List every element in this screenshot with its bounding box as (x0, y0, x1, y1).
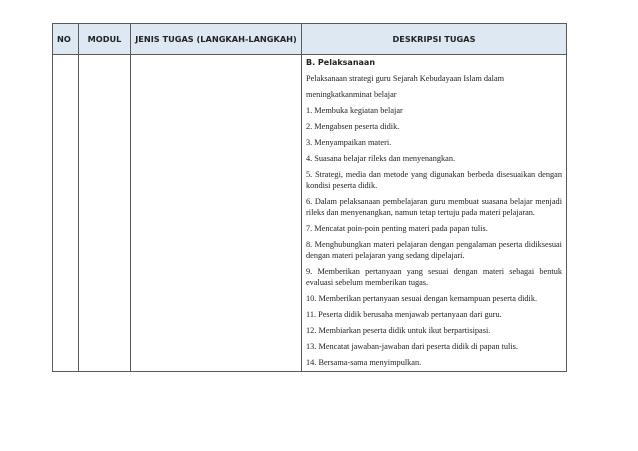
list-item: 14. Bersama-sama menyimpulkan. (306, 358, 422, 367)
list-item: 6. Dalam pelaksanaan pembelajaran guru membuat suasana belajar menjadi rileks dan menyenangkan, namun tetap tertuju pada materi pelajaran. (306, 197, 562, 217)
header-modul: MODUL (79, 24, 131, 55)
header-row (53, 24, 567, 55)
list-item: 10. Memberikan pertanyaan sesuai dengan kemampuan peserta didik. (306, 294, 538, 303)
task-table (52, 23, 567, 372)
section-title: B. Pelaksanaan (306, 58, 376, 67)
list-item: 5. Strategi, media dan metode yang digunakan berbeda disesuaikan dengan kondisi peserta didik. (306, 170, 562, 190)
list-item: 7. Mencatat poin-poin penting materi pada papan tulis. (306, 224, 488, 233)
list-item: meningkatkanminat belajar (306, 90, 397, 99)
header-no: NO (53, 24, 79, 55)
list-item: 13. Mencatat jawaban-jawaban dari peserta didik di papan tulis. (306, 342, 518, 351)
cell-no (53, 55, 79, 372)
table-row (53, 55, 567, 372)
cell-modul (79, 55, 131, 372)
list-item: 8. Menghubungkan materi pelajaran dengan pengalaman peserta didiksesuai dengan materi pelajaran yang sedang dipelajari. (306, 240, 562, 260)
list-item: 3. Menyampaikan materi. (306, 138, 392, 147)
list-item: 11. Peserta didik berusaha menjawab pertanyaan dari guru. (306, 310, 502, 319)
cell-deskripsi (302, 55, 567, 372)
header-deskripsi: DESKRIPSI TUGAS (302, 24, 567, 55)
header-jenis-tugas: JENIS TUGAS (LANGKAH-LANGKAH) (131, 24, 302, 55)
list-item: Pelaksanaan strategi guru Sejarah Kebudayaan Islam dalam (306, 74, 505, 83)
list-item: 1. Membuka kegiatan belajar (306, 106, 403, 115)
list-item: 9. Memberikan pertanyaan yang sesuai dengan materi sebagai bentuk evaluasi sebelum memberikan tugas. (306, 267, 562, 287)
list-item: 12. Membiarkan peserta didik untuk ikut berpartisipasi. (306, 326, 491, 335)
list-item: 4. Suasana belajar rileks dan menyenangkan. (306, 154, 456, 163)
description-list (306, 73, 562, 368)
list-item: 2. Mengabsen peserta didik. (306, 122, 400, 131)
cell-jenis-tugas (131, 55, 302, 372)
